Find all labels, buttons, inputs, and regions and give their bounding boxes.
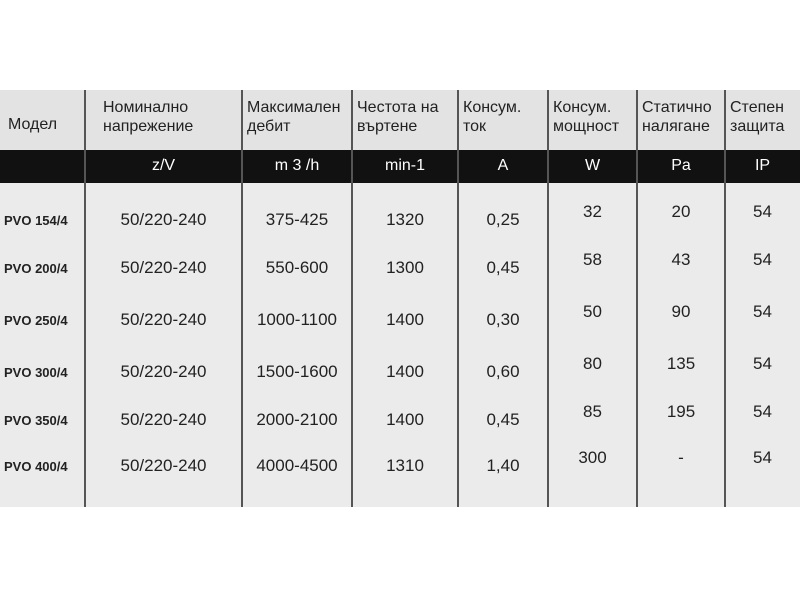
table-cell: 375-425: [265, 210, 329, 229]
table-cell: 0,45: [486, 410, 520, 429]
table-cell: 300: [578, 448, 607, 467]
table-cell: 54: [753, 302, 772, 321]
column-header: Модел: [8, 116, 58, 133]
table-cell: 32: [583, 202, 602, 221]
table-cell: 20: [671, 202, 691, 221]
unit-label: A: [497, 157, 509, 174]
table-cell: 550-600: [265, 258, 329, 277]
table-cell: 58: [583, 250, 602, 269]
table-cell: 50: [583, 302, 602, 321]
column-divider: [241, 90, 243, 507]
model-name: PVO 250/4: [4, 313, 68, 328]
table-cell: 50/220-240: [120, 456, 207, 475]
table-cell: 0,45: [486, 258, 520, 277]
table-cell: 50/220-240: [120, 310, 207, 329]
table-cell: 50/220-240: [120, 210, 207, 229]
table-cell: 0,30: [486, 310, 520, 329]
column-divider: [84, 90, 86, 507]
unit-label: Pa: [671, 157, 691, 174]
column-header: Честота на въртене: [357, 99, 439, 135]
table-cell: 1,40: [486, 456, 520, 475]
unit-label: W: [584, 157, 601, 174]
table-cell: 54: [753, 354, 772, 373]
table-cell: 0,60: [486, 362, 520, 381]
column-divider: [636, 90, 638, 507]
table-cell: 43: [671, 250, 691, 269]
unit-label: z/V: [151, 157, 176, 174]
column-header: Консум. ток: [463, 99, 522, 135]
table-cell: 1320: [386, 210, 424, 229]
table-cell: 2000-2100: [256, 410, 338, 429]
model-name: PVO 154/4: [4, 213, 68, 228]
table-cell: 4000-4500: [256, 456, 338, 475]
unit-label: m 3 /h: [274, 157, 320, 174]
table-cell: 54: [753, 250, 772, 269]
table-cell: 1310: [386, 456, 424, 475]
column-divider: [351, 90, 353, 507]
table-cell: 1400: [386, 310, 424, 329]
table-cell: 1300: [386, 258, 424, 277]
table-cell: 54: [753, 402, 772, 421]
table-cell: 1500-1600: [256, 362, 338, 381]
table-cell: 50/220-240: [120, 410, 207, 429]
table-cell: 54: [753, 448, 772, 467]
column-header: Степен защита: [730, 99, 785, 135]
column-header: Максимален дебит: [247, 99, 341, 135]
column-divider: [724, 90, 726, 507]
model-name: PVO 400/4: [4, 459, 68, 474]
table-cell: 0,25: [486, 210, 520, 229]
column-header: Консум. мощност: [553, 99, 620, 135]
column-divider: [457, 90, 459, 507]
column-header: Номинално напрежение: [103, 99, 194, 135]
table-cell: 90: [671, 302, 691, 321]
column-divider: [547, 90, 549, 507]
unit-label: IP: [754, 157, 771, 174]
table-cell: 135: [666, 354, 696, 373]
table-cell: 85: [583, 402, 602, 421]
column-header: Статично налягане: [642, 99, 712, 135]
model-name: PVO 350/4: [4, 413, 68, 428]
table-cell: 195: [666, 402, 696, 421]
table-cell: 54: [753, 202, 772, 221]
table-cell: 80: [583, 354, 602, 373]
spec-table: [0, 90, 800, 507]
table-cell: 1400: [386, 362, 424, 381]
table-cell: 1400: [386, 410, 424, 429]
model-name: PVO 300/4: [4, 365, 68, 380]
unit-label: min-1: [384, 157, 425, 174]
table-cell: -: [678, 448, 684, 467]
table-cell: 50/220-240: [120, 258, 207, 277]
table-cell: 1000-1100: [256, 310, 338, 329]
table-cell: 50/220-240: [120, 362, 207, 381]
model-name: PVO 200/4: [4, 261, 68, 276]
